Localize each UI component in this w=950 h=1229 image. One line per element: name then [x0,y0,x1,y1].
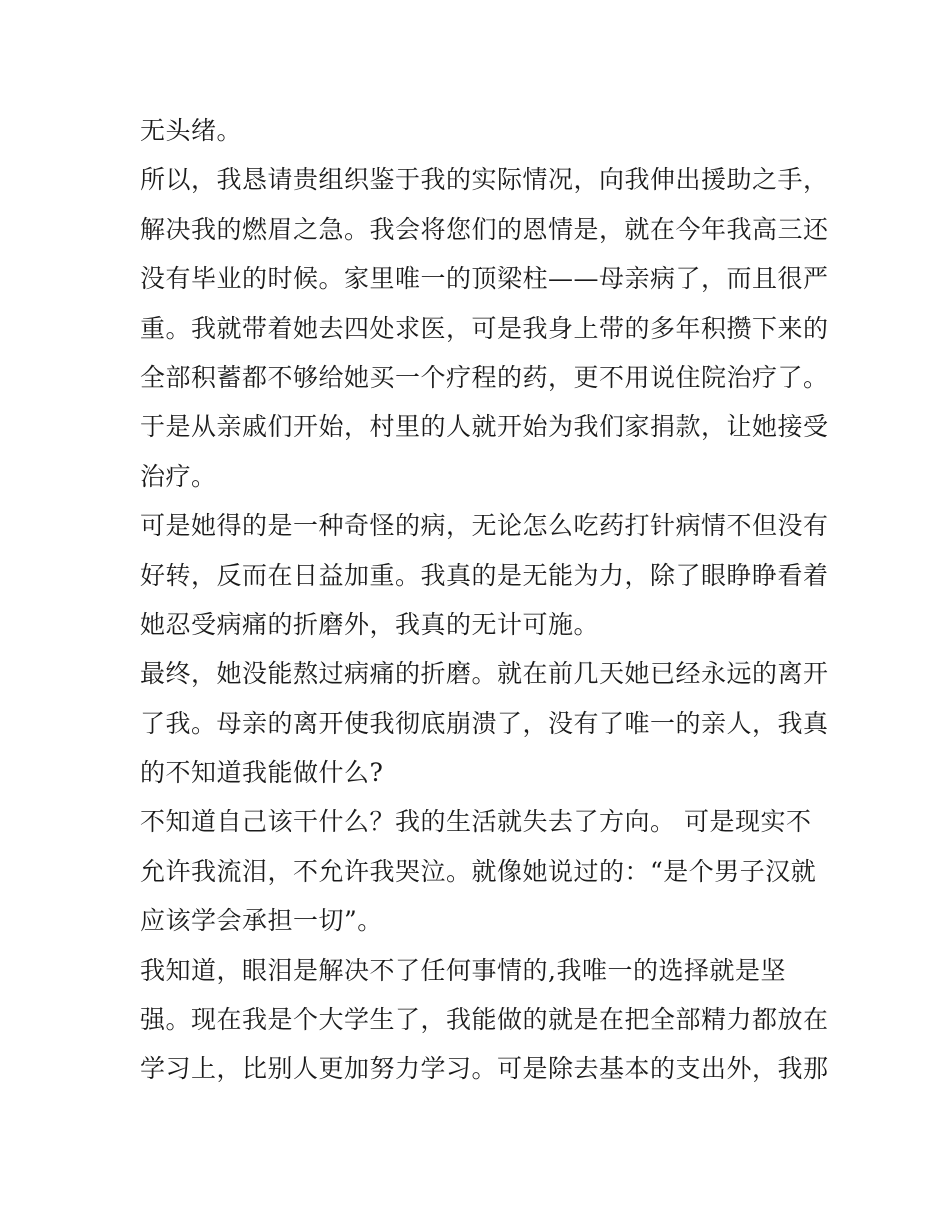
text-line: 应该学会承担一切”。 [140,906,383,936]
text-line: 可是她得的是一种奇怪的病，无论怎么吃药打针病情不但没有 [140,511,829,541]
text-line: 无头绪。 [140,116,243,145]
text-line: 好转，反而在日益加重。我真的是无能为力，除了眼睁睁看着 [140,560,829,590]
text-line: 我知道，眼泪是解决不了任何事情的,我唯一的选择就是坚 [140,955,786,985]
text-line: 她忍受病痛的折磨外，我真的无计可施。 [140,609,600,639]
text-line: 了我。母亲的离开使我彻底崩溃了，没有了唯一的亲人，我真 [140,708,829,738]
text-line: 治疗。 [140,461,217,491]
text-line: 解决我的燃眉之急。我会将您们的恩情是，就在今年我高三还 [140,214,829,244]
text-line: 学习上，比别人更加努力学习。可是除去基本的支出外，我那 [140,1054,829,1084]
text-line: 最终，她没能熬过病痛的折磨。就在前几天她已经永远的离开 [140,659,829,689]
text-line: 于是从亲戚们开始，村里的人就开始为我们家捐款，让她接受 [140,412,829,442]
text-line: 允许我流泪，不允许我哭泣。就像她说过的：“是个男子汉就 [140,856,817,886]
text-line: 的不知道我能做什么? [140,758,384,788]
text-line: 没有毕业的时候。家里唯一的顶梁柱——母亲病了，而且很严 [140,264,829,294]
text-line: 强。现在我是个大学生了，我能做的就是在把全部精力都放在 [140,1005,829,1035]
text-line: 所以，我恳请贵组织鉴于我的实际情况，向我伸出援助之手， [140,165,829,195]
text-line: 不知道自己该干什么？我的生活就失去了方向。 可是现实不 [140,807,812,837]
text-line: 全部积蓄都不够给她买一个疗程的药，更不用说住院治疗了。 [140,362,829,392]
text-line: 重。我就带着她去四处求医，可是我身上带的多年积攒下来的 [140,313,829,343]
letter-body [140,106,829,1094]
